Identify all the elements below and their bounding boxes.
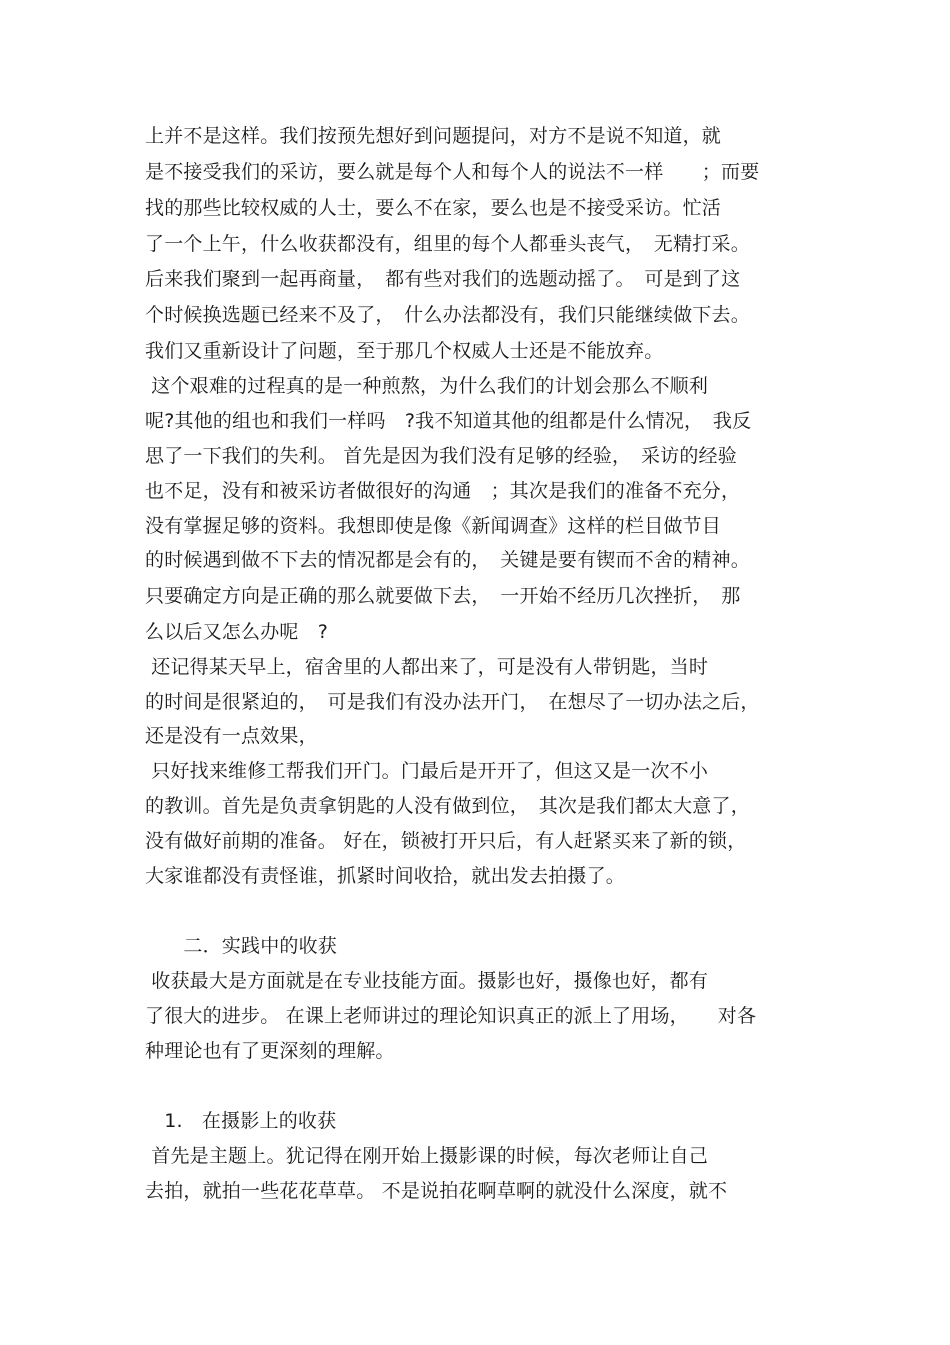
text-line: 后来我们聚到一起再商量， 都有些对我们的选题动摇了。 可是到了这 (145, 268, 741, 290)
text-line: 是不接受我们的采访，要么就是每个人和每个人的说法不一样 ；而要 (145, 161, 760, 183)
text-line: 只要确定方向是正确的那么就要做下去， 一开始不经历几次挫折， 那 (145, 585, 741, 607)
text-line: 了很大的进步。 在课上老师讲过的理论知识真正的派上了用场， 对各 (145, 1005, 757, 1027)
text-line: 还是没有一点效果， (145, 725, 318, 747)
text-line: 也不足，没有和被采访者做很好的沟通 ；其次是我们的准备不充分， (145, 480, 741, 502)
text-line: 个时候换选题已经来不及了， 什么办法都没有，我们只能继续做下去。 (145, 304, 750, 326)
text-line: 找的那些比较权威的人士，要么不在家，要么也是不接受采访。忙活 (145, 197, 722, 219)
text-line: 我们又重新设计了问题，至于那几个权威人士还是不能放弃。 (145, 340, 664, 362)
text-line: 只好找来维修工帮我们开门。门最后是开开了，但这又是一次不小 (145, 760, 709, 782)
text-line: 没有掌握足够的资料。我想即使是像《新闻调查》这样的栏目做节目 (145, 515, 722, 537)
text-line: 没有做好前期的准备。 好在，锁被打开只后，有人赶紧买来了新的锁， (145, 830, 747, 852)
text-line: 的教训。首先是负责拿钥匙的人没有做到位， 其次是我们都太大意了， (145, 795, 750, 817)
text-line: 呢?其他的组也和我们一样吗 ?我不知道其他的组都是什么情况， 我反 (145, 410, 752, 432)
text-line: 还记得某天早上，宿舍里的人都出来了，可是没有人带钥匙，当时 (145, 656, 709, 678)
text-line: 首先是主题上。犹记得在刚开始上摄影课的时候，每次老师让自己 (145, 1145, 709, 1167)
text-line: 上并不是这样。我们按预先想好到问题提问，对方不是说不知道，就 (145, 125, 722, 147)
text-line: 的时候遇到做不下去的情况都是会有的， 关键是要有锲而不舍的精神。 (145, 549, 750, 571)
text-line: 的时间是很紧迫的， 可是我们有没办法开门， 在想尽了一切办法之后， (145, 691, 760, 713)
section-heading: 二．实践中的收获 (145, 935, 338, 957)
subsection-heading: 1. 在摄影上的收获 (145, 1110, 337, 1132)
text-line: 这个艰难的过程真的是一种煎熬，为什么我们的计划会那么不顺利 (145, 375, 709, 397)
text-line: 种理论也有了更深刻的理解。 (145, 1040, 395, 1062)
text-line: 去拍，就拍一些花花草草。 不是说拍花啊草啊的就没什么深度，就不 (145, 1180, 728, 1202)
text-line: 了一个上午，什么收获都没有，组里的每个人都垂头丧气， 无精打采。 (145, 233, 750, 255)
text-line: 收获最大是方面就是在专业技能方面。摄影也好，摄像也好，都有 (145, 970, 709, 992)
text-line: 么以后又怎么办呢 ? (145, 621, 329, 643)
text-line: 思了一下我们的失利。 首先是因为我们没有足够的经验， 采访的经验 (145, 445, 737, 467)
text-line: 大家谁都没有责怪谁，抓紧时间收拾，就出发去拍摄了。 (145, 865, 626, 887)
